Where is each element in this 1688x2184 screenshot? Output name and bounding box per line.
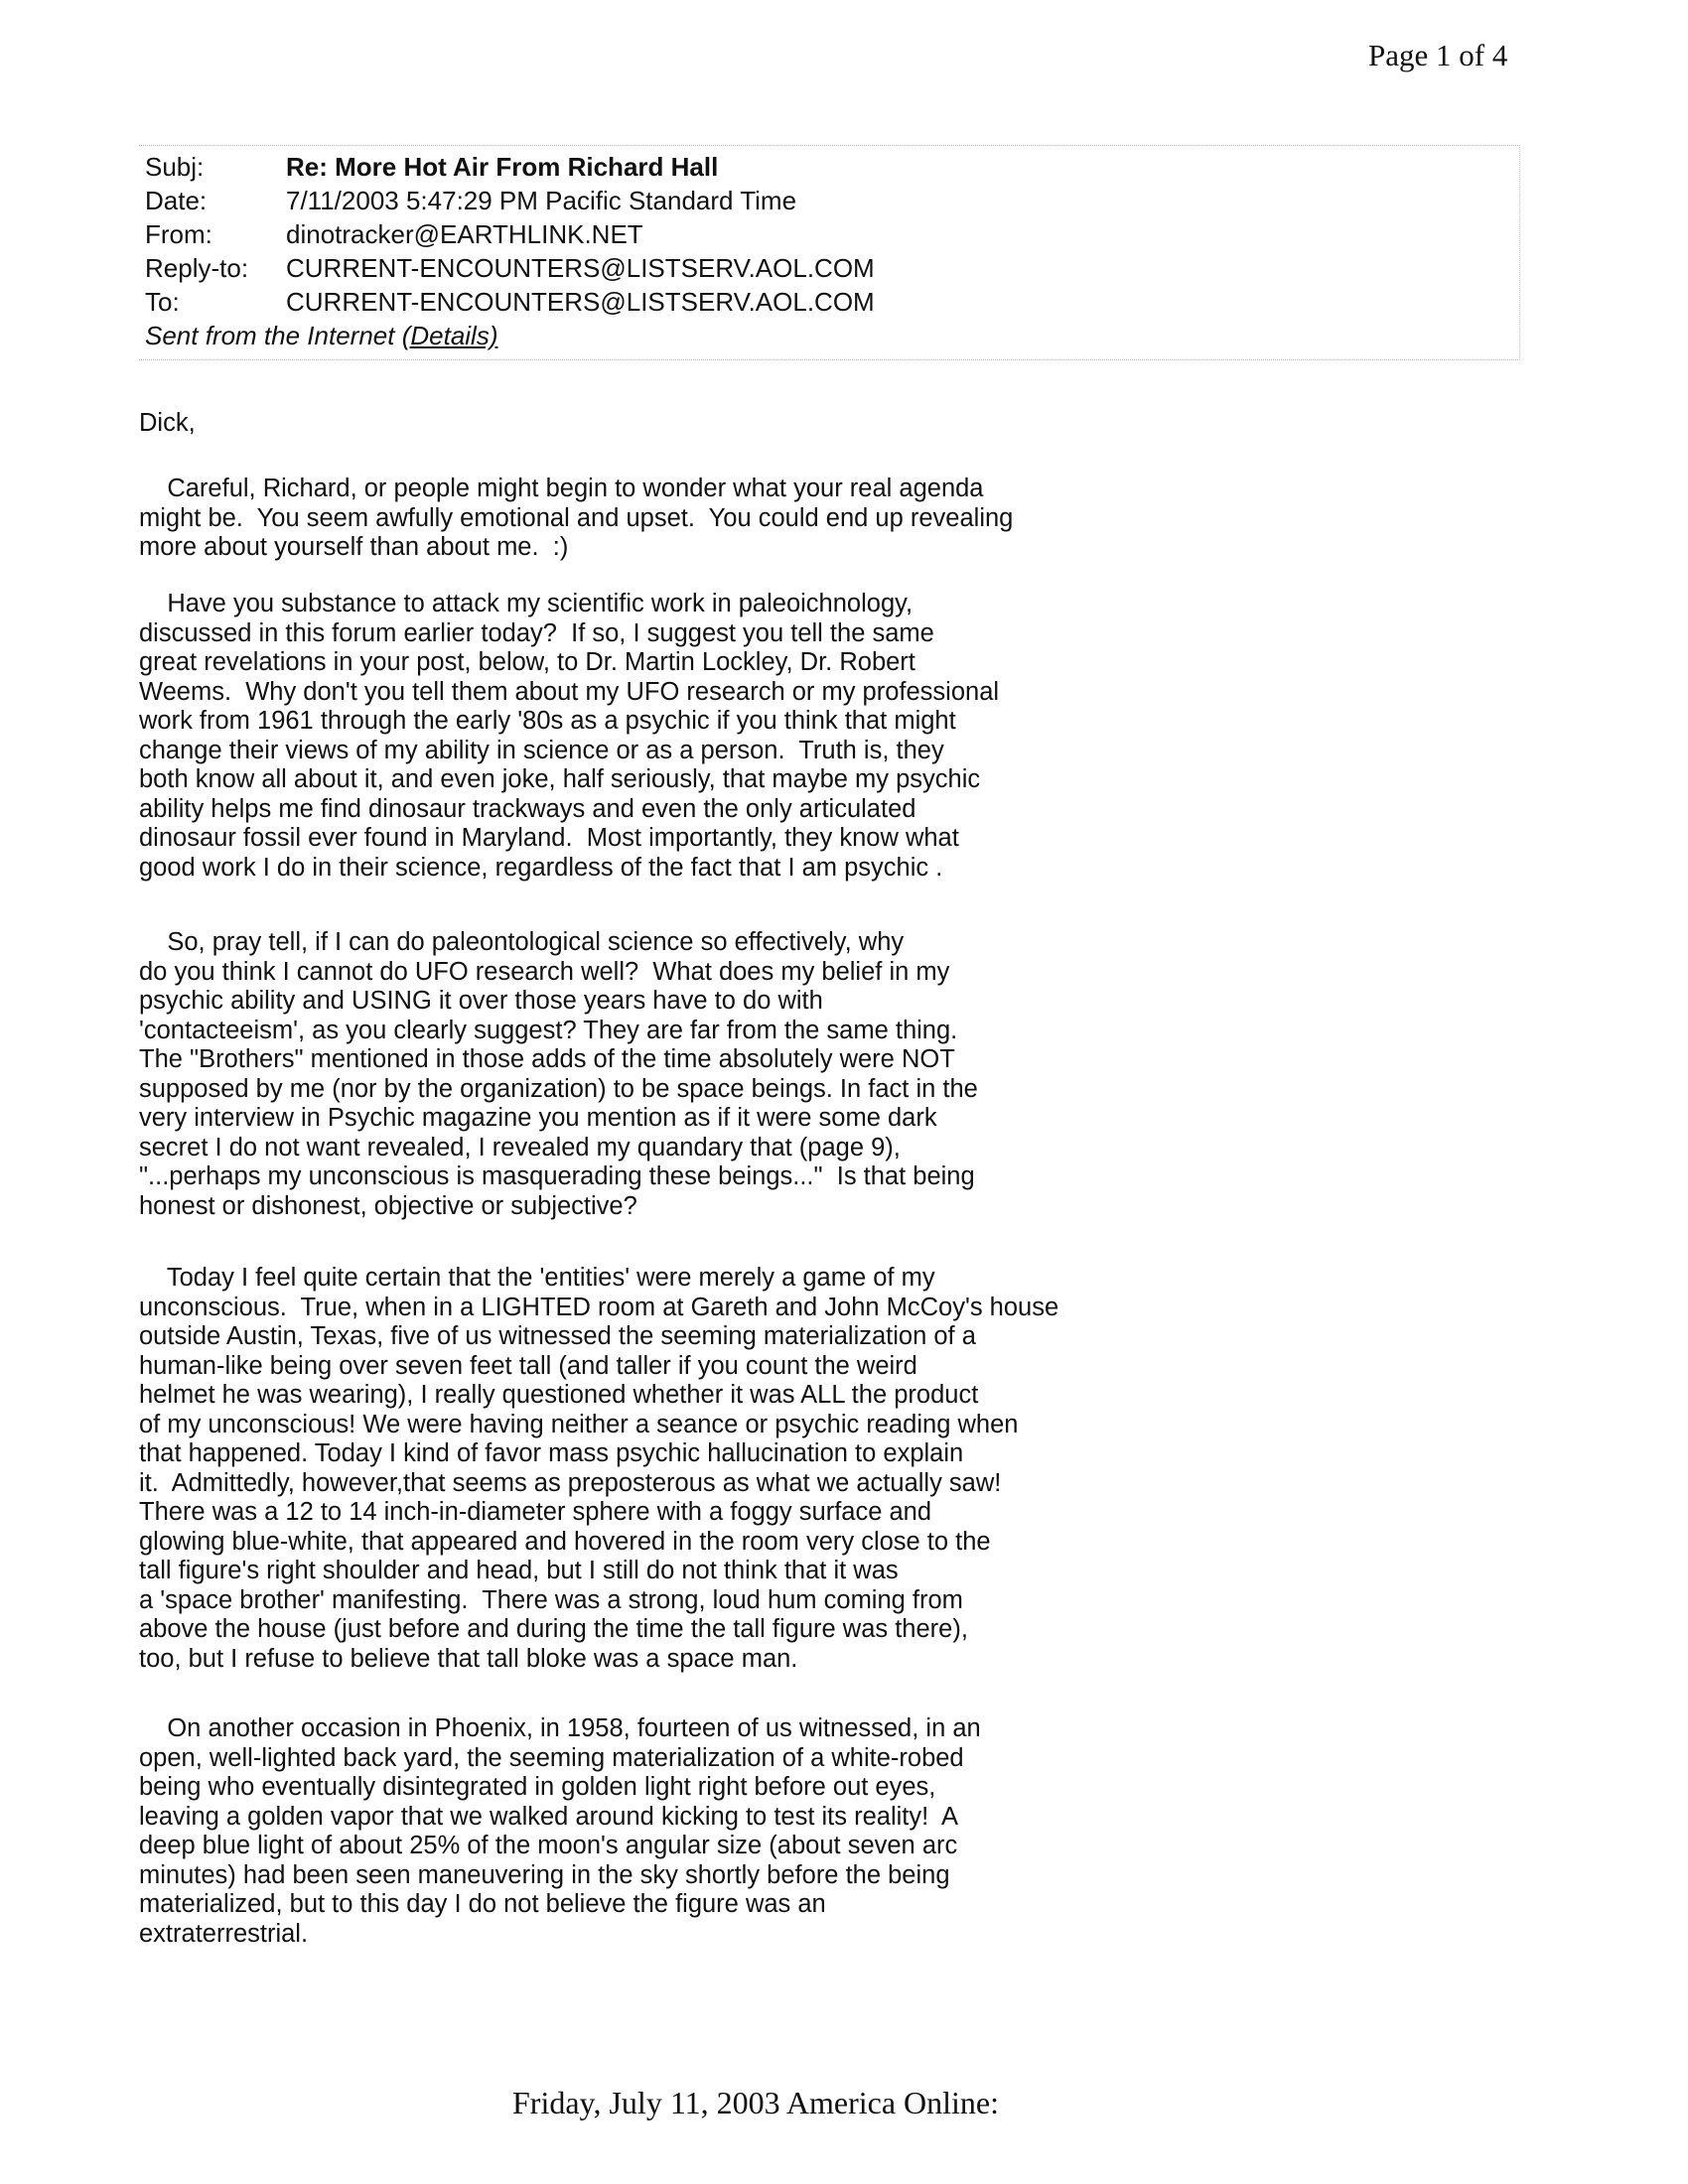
body-paragraph: On another occasion in Phoenix, in 1958, fourteen of us witnessed, in an open, well-lighted back yard, the seeming materialization of a white-robed being who eventually disintegrated in golden light right before out eyes, leaving a golden vapor that we walked around kicking to test its reality! A deep blue light of about 25% of the moon's angular size (about seven arc minutes) had been seen maneuvering in the sky shortly before the being materialized, but to this day I do not believe the figure was an extraterrestrial. — [139, 1714, 981, 1948]
subject-value: Re: More Hot Air From Richard Hall — [286, 152, 719, 182]
body-paragraph: Careful, Richard, or people might begin to wonder what your real agenda might be. You seem awfully emotional and upset. You could end up revealing more about yourself than about me. :) — [139, 475, 1014, 561]
print-footer: Friday, July 11, 2003 America Online: — [512, 2085, 999, 2120]
to-value[interactable]: CURRENT-ENCOUNTERS@LISTSERV.AOL.COM — [286, 287, 875, 317]
page-number: Page 1 of 4 — [1368, 38, 1508, 72]
sent-from-text: Sent from the Internet — [145, 321, 395, 350]
reply-to-value[interactable]: CURRENT-ENCOUNTERS@LISTSERV.AOL.COM — [286, 253, 875, 283]
from-value[interactable]: dinotracker@EARTHLINK.NET — [286, 219, 643, 249]
body-paragraph: Have you substance to attack my scientific work in paleoichnology, discussed in this forum earlier today? If so, I suggest you tell the same great revelations in your post, below, to Dr. Martin Lockley, Dr. Robert Weems. Why don't you tell them about my UFO research or my professional work from 1961 through the early '80s as a psychic if you think that might change their views of my ability in science or as a person. Truth is, they both know all about it, and even joke, half seriously, that maybe my psychic ability helps me find dinosaur trackways and even the only articulated dinosaur fossil ever found in Maryland. Most importantly, they know what good work I do in their science, regardless of the fact that I am psychic . — [139, 590, 1000, 882]
greeting: Dick, — [139, 409, 196, 437]
details-link[interactable]: (Details) — [401, 321, 498, 350]
date-label: Date: — [145, 186, 208, 215]
to-label: To: — [145, 287, 180, 317]
reply-to-label: Reply-to: — [145, 253, 249, 283]
sent-from-line — [145, 321, 498, 351]
from-label: From: — [145, 219, 212, 249]
body-paragraph: So, pray tell, if I can do paleontological science so effectively, why do you think I cannot do UFO research well? What does my belief in my psychic ability and USING it over those years have to do with 'contacteeism', as you clearly suggest? They are far from the same thing. The "Brothers" mentioned in those adds of the time absolutely were NOT supposed by me (nor by the organization) to be space beings. In fact in the very interview in Psychic magazine you mention as if it were some dark secret I do not want revealed, I revealed my quandary that (page 9), "...perhaps my unconscious is masquerading these beings..." Is that being honest or dishonest, objective or subjective? — [139, 928, 978, 1220]
email-header — [139, 145, 1520, 360]
body-paragraph: Today I feel quite certain that the 'entities' were merely a game of my unconscious. True, when in a LIGHTED room at Gareth and John McCoy's house outside Austin, Texas, five of us witnessed the seeming materialization of a human-like being over seven feet tall (and taller if you count the weird helmet he was wearing), I really questioned whether it was ALL the product of my unconscious! We were having neither a seance or psychic reading when that happened. Today I kind of favor mass psychic hallucination to explain it. Admittedly, however,that seems as preposterous as what we actually saw! There was a 12 to 14 inch-in-diameter sphere with a foggy surface and glowing blue-white, that appeared and hovered in the room very close to the tall figure's right shoulder and head, but I still do not think that it was a 'space brother' manifesting. There was a strong, loud hum coming from above the house (just before and during the time the tall figure was there), too, but I refuse to believe that tall bloke was a space man. — [139, 1264, 1059, 1673]
date-value: 7/11/2003 5:47:29 PM Pacific Standard Time — [286, 186, 797, 215]
subject-label: Subj: — [145, 152, 205, 182]
